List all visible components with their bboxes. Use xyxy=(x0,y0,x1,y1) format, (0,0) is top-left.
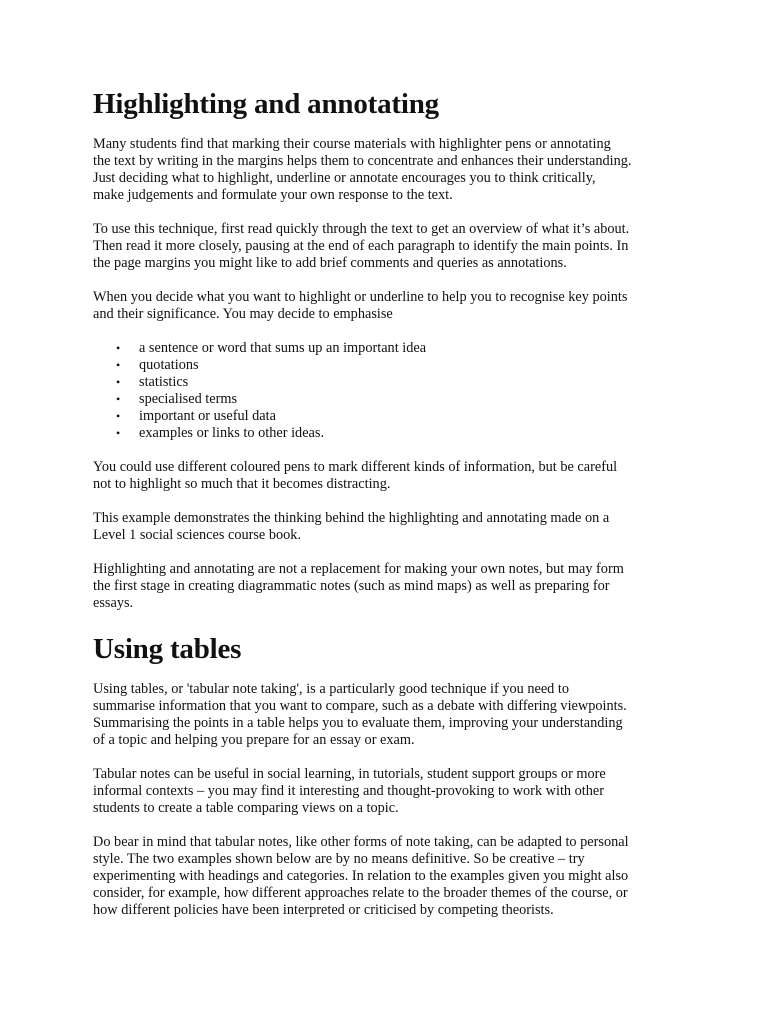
list-item-text: specialised terms xyxy=(139,391,238,407)
bullet-icon: • xyxy=(116,375,121,389)
emphasis-list xyxy=(93,340,693,442)
list-item xyxy=(93,425,693,442)
bullet-icon: • xyxy=(116,358,121,372)
bullet-icon: • xyxy=(116,409,121,423)
list-item xyxy=(93,374,693,391)
paragraph: Do bear in mind that tabular notes, like other forms of note taking, can be adapted to personal style. The two examples shown below are by no means definitive. So be creative – try experimenting with headings and categories. In relation to the examples given you might also consider, for example, how different approaches relate to the broader themes of the course, or how different policies have been interpreted or criticised by competing theorists. xyxy=(93,834,629,918)
list-item xyxy=(93,408,693,425)
paragraph: You could use different coloured pens to mark different kinds of information, but be careful not to highlight so much that it becomes distracting. xyxy=(93,459,618,492)
list-item xyxy=(93,340,693,357)
list-item xyxy=(93,357,693,374)
paragraph: To use this technique, first read quickly through the text to get an overview of what it’s about. Then read it more closely, pausing at the end of each paragraph to identify the main points. In the page margins you might like to add brief comments and queries as annotations. xyxy=(93,221,630,271)
paragraph: Many students find that marking their course materials with highlighter pens or annotating the text by writing in the margins helps them to concentrate and enhances their understanding. Just deciding what to highlight, underline or annotate encourages you to think critically, make judgements and formulate your own response to the text. xyxy=(93,136,632,203)
list-item-text: a sentence or word that sums up an important idea xyxy=(139,340,427,356)
bullet-icon: • xyxy=(116,341,121,355)
paragraph: When you decide what you want to highlight or underline to help you to recognise key points and their significance. You may decide to emphasise xyxy=(93,289,628,322)
paragraph: This example demonstrates the thinking behind the highlighting and annotating made on a Level 1 social sciences course book. xyxy=(93,510,610,543)
list-item-text: statistics xyxy=(139,374,189,390)
section-heading-highlighting: Highlighting and annotating xyxy=(93,88,439,120)
list-item-text: examples or links to other ideas. xyxy=(139,425,325,441)
paragraph: Highlighting and annotating are not a replacement for making your own notes, but may form the first stage in creating diagrammatic notes (such as mind maps) as well as preparing for essays. xyxy=(93,561,624,611)
document-page xyxy=(93,84,693,936)
section-heading-using-tables: Using tables xyxy=(93,633,242,665)
paragraph: Using tables, or 'tabular note taking', is a particularly good technique if you need to summarise information that you want to compare, such as a debate with differing viewpoints. Summarising the points in a table helps you to evaluate them, improving your understanding of a topic and helping you prepare for an essay or exam. xyxy=(93,681,627,748)
list-item-text: quotations xyxy=(139,357,199,373)
paragraph: Tabular notes can be useful in social learning, in tutorials, student support groups or more informal contexts – you may find it interesting and thought-provoking to work with other students to create a table comparing views on a topic. xyxy=(93,766,606,816)
list-item xyxy=(93,391,693,408)
list-item-text: important or useful data xyxy=(139,408,276,424)
bullet-icon: • xyxy=(116,392,121,406)
bullet-icon: • xyxy=(116,426,121,440)
